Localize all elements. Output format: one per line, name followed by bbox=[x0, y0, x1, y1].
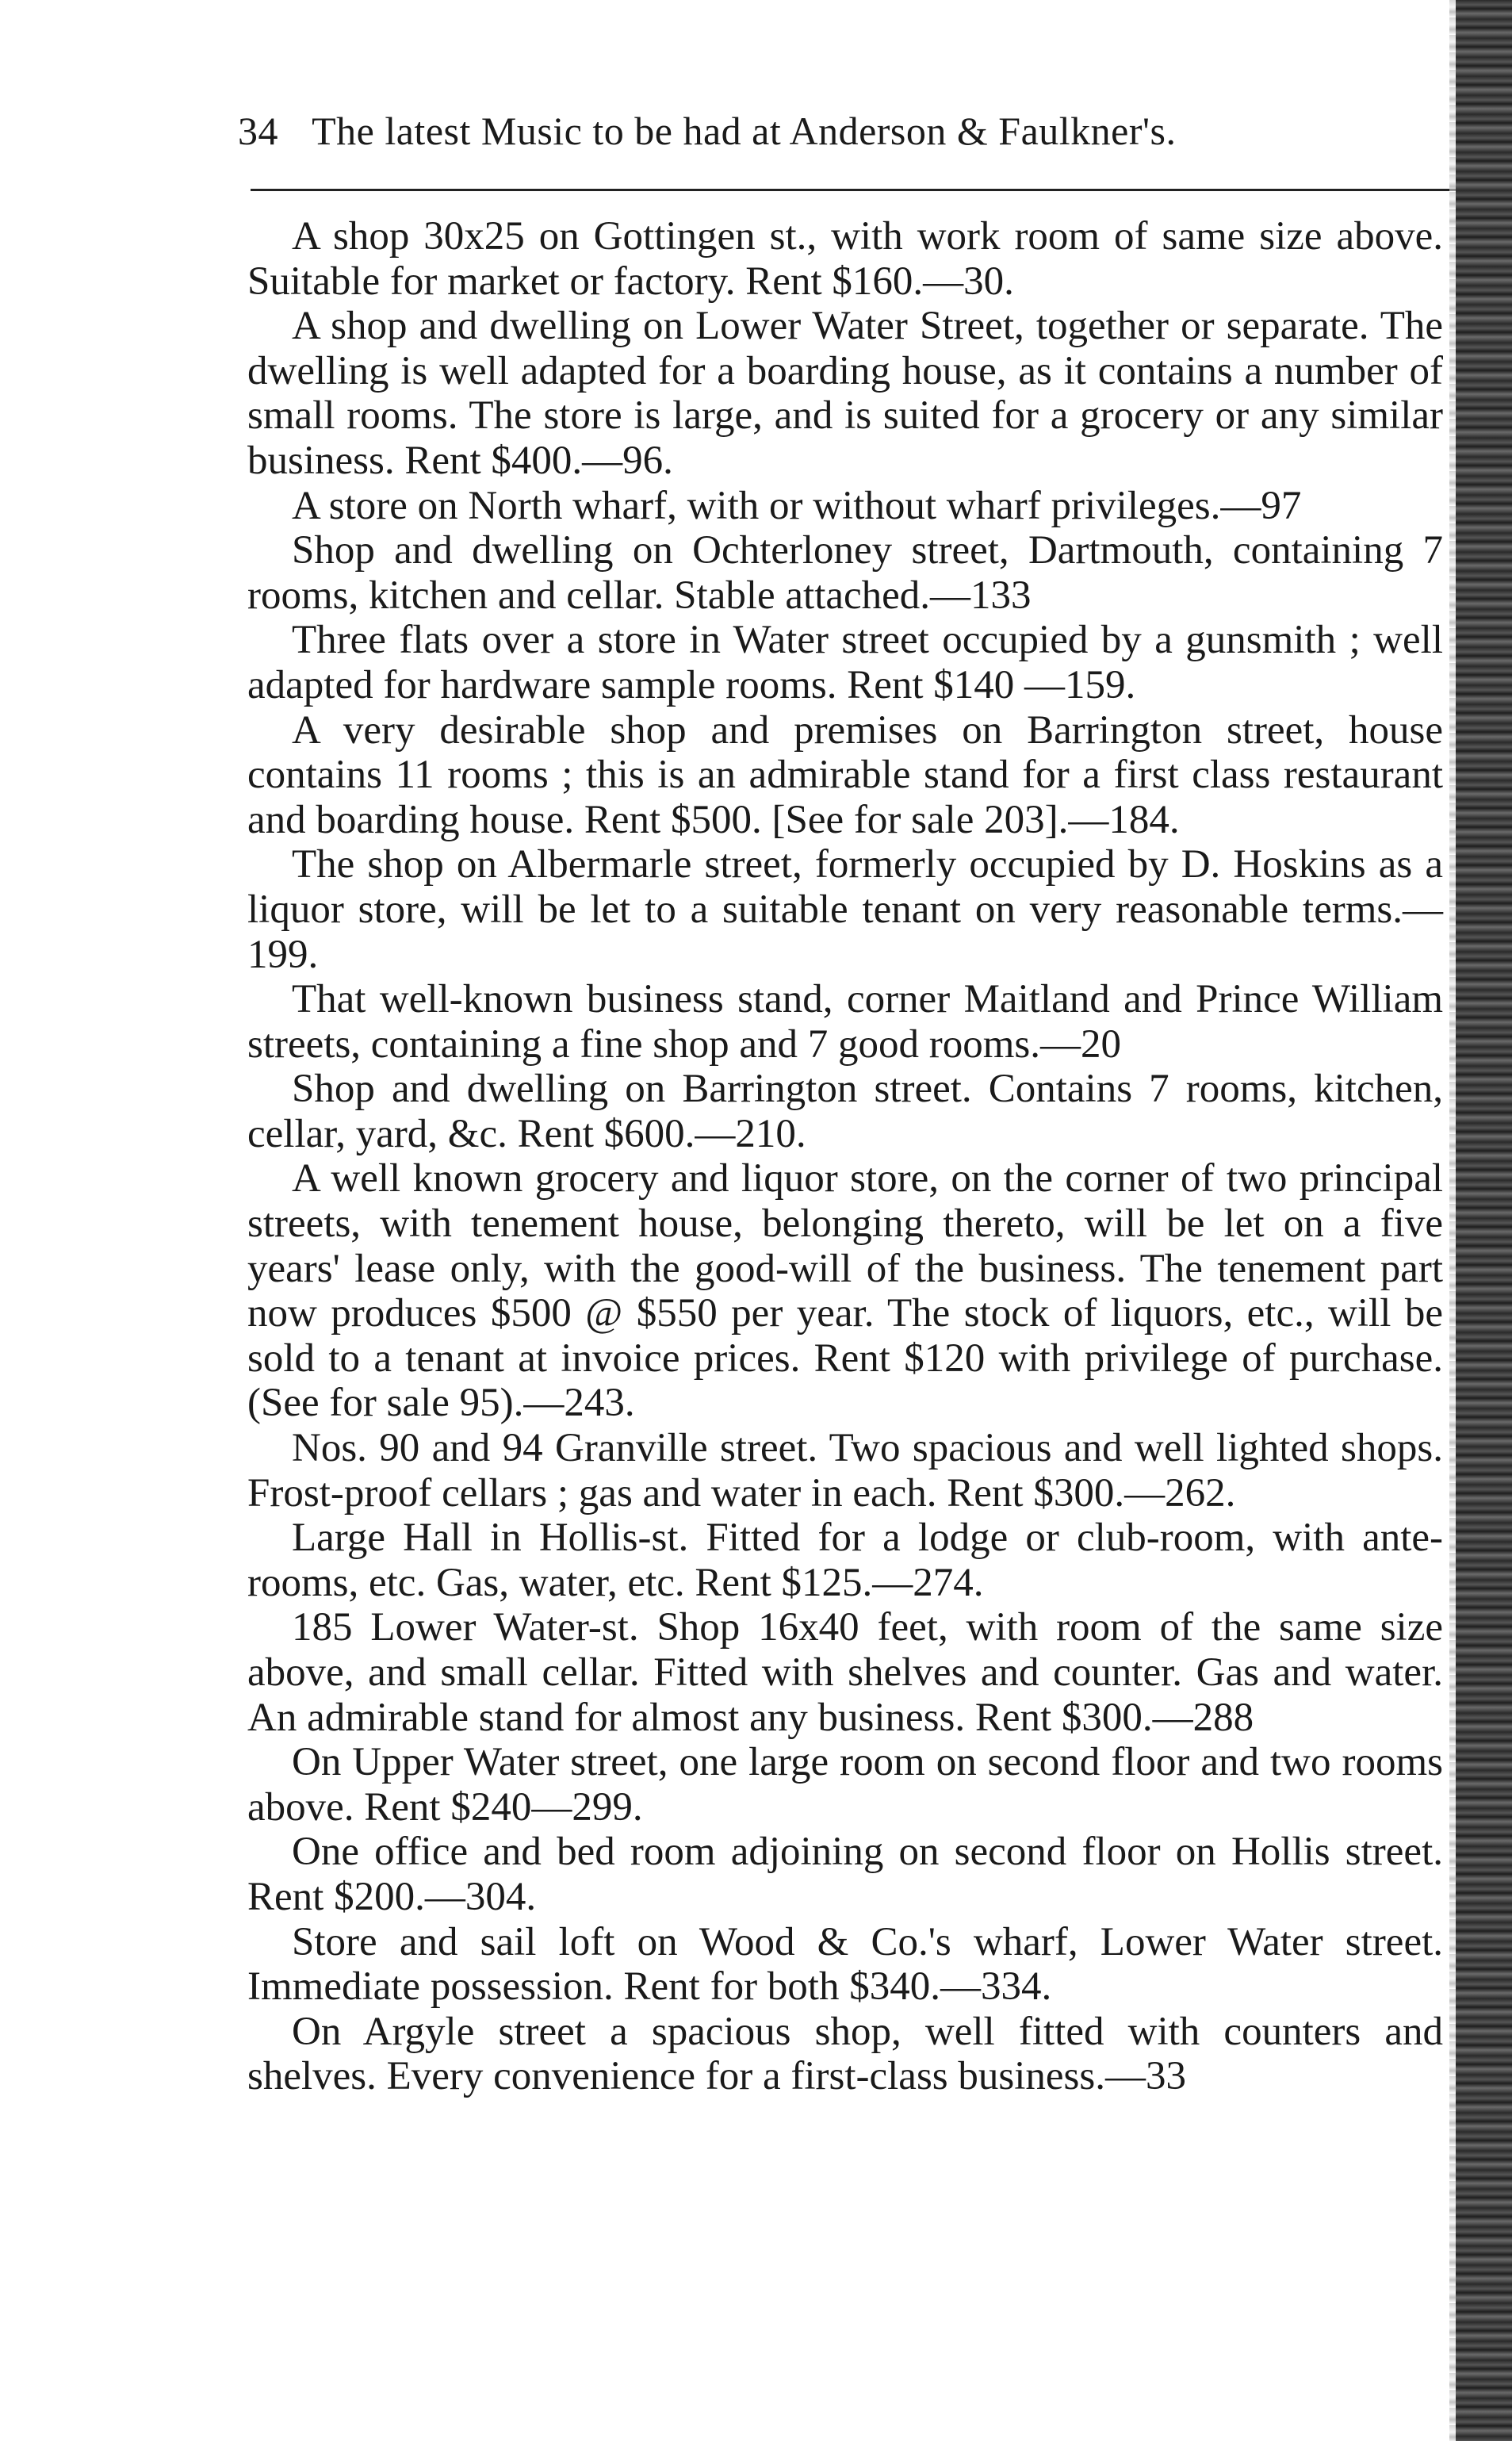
running-title: The latest Music to be had at Anderson & Faulkner's. bbox=[312, 109, 1177, 153]
listing-paragraph: That well-known business stand, corner Maitland and Prince William streets, containing a fine shop and 7 good rooms.—20 bbox=[247, 977, 1443, 1067]
listing-paragraph: A store on North wharf, with or without wharf privileges.—97 bbox=[292, 483, 1302, 528]
listing-paragraph: On Upper Water street, one large room on second floor and two rooms above. Rent $240—299. bbox=[247, 1740, 1443, 1830]
listing-paragraph: Three flats over a store in Water street occupied by a gunsmith ; well adapted for hardware sample rooms. Rent $140 —159. bbox=[247, 618, 1443, 707]
listing-paragraph: A very desirable shop and premises on Barrington street, house contains 11 rooms ; this is an admirable stand for a first class restaurant and boarding house. Rent $500. [See for sale 203].—184. bbox=[247, 707, 1443, 842]
listing-paragraph: Large Hall in Hollis-st. Fitted for a lodge or club-room, with ante-rooms, etc. Gas, water, etc. Rent $125.—274. bbox=[247, 1516, 1443, 1605]
listings-column bbox=[247, 214, 1443, 2099]
running-header bbox=[238, 95, 1411, 167]
listing-paragraph: A well known grocery and liquor store, on the corner of two principal streets, with tenement house, belonging thereto, will be let on a five years' lease only, with the good-will of the business. The tenement part now produces $500 @ $550 per year. The stock of liquors, etc., will be sold to a tenant at invoice prices. Rent $120 with privilege of purchase. (See for sale 95).—243. bbox=[247, 1156, 1443, 1426]
listing-paragraph: A shop and dwelling on Lower Water Street, together or separate. The dwelling is well adapted for a boarding house, as it contains a number of small rooms. The store is large, and is suited for a grocery or any similar business. Rent $400.—96. bbox=[247, 304, 1443, 483]
listing-paragraph: On Argyle street a spacious shop, well fitted with counters and shelves. Every convenience for a first-class business.—33 bbox=[247, 2009, 1443, 2099]
listing-paragraph: Shop and dwelling on Ochterloney street, Dartmouth, containing 7 rooms, kitchen and cellar. Stable attached.—133 bbox=[247, 528, 1443, 618]
listing-paragraph: 185 Lower Water-st. Shop 16x40 feet, with room of the same size above, and small cellar. Fitted with shelves and counter. Gas and water. An admirable stand for almost any business. Rent $300.—288 bbox=[247, 1605, 1443, 1740]
listing-paragraph: A shop 30x25 on Gottingen st., with work room of same size above. Suitable for market or factory. Rent $160.—30. bbox=[247, 214, 1443, 304]
listing-paragraph: The shop on Albermarle street, formerly occupied by D. Hoskins as a liquor store, will be let to a suitable tenant on very reasonable terms.—199. bbox=[247, 842, 1443, 977]
header-rule bbox=[251, 189, 1464, 191]
binding-edge bbox=[1456, 0, 1512, 2441]
page-number: 34 bbox=[238, 109, 278, 153]
listing-paragraph: Store and sail loft on Wood & Co.'s wharf, Lower Water street. Immediate possession. Rent for both $340.—334. bbox=[247, 1919, 1443, 2010]
listing-paragraph: Shop and dwelling on Barrington street. Contains 7 rooms, kitchen, cellar, yard, &c. Rent $600.—210. bbox=[247, 1067, 1443, 1156]
listing-paragraph: One office and bed room adjoining on second floor on Hollis street. Rent $200.—304. bbox=[247, 1830, 1443, 1919]
listing-paragraph: Nos. 90 and 94 Granville street. Two spacious and well lighted shops. Frost-proof cellars ; gas and water in each. Rent $300.—262. bbox=[247, 1426, 1443, 1516]
